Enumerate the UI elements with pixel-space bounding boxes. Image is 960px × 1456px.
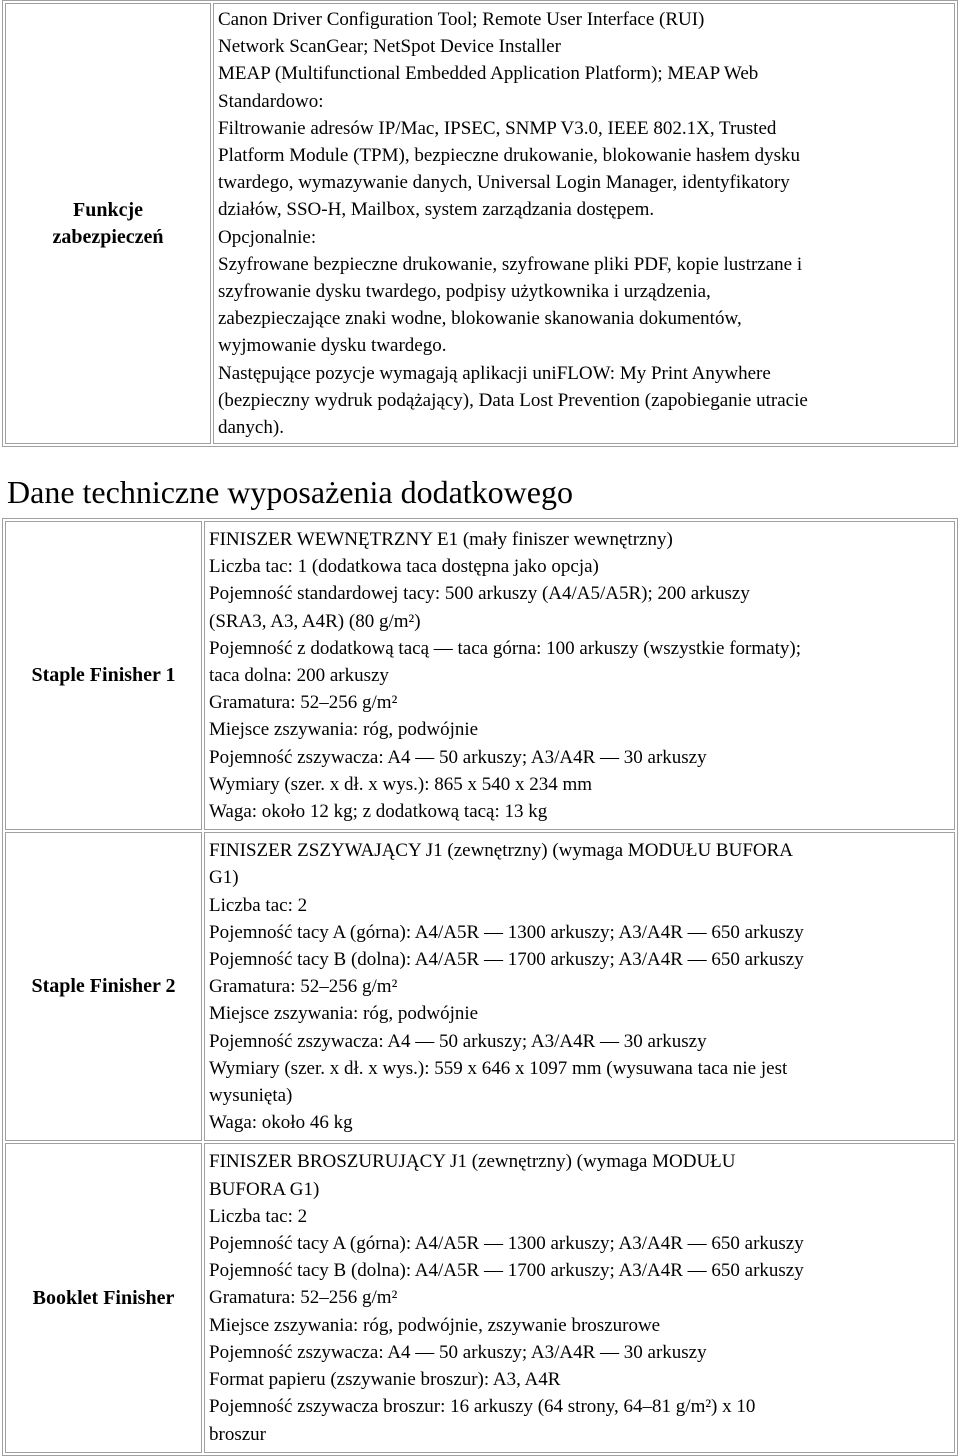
spec-line: Miejsce zszywania: róg, podwójnie [209,1003,479,1025]
security-value-cell [213,3,955,444]
accessories-table [2,518,958,1456]
spec-line: Pojemność tacy B (dolna): A4/A5R — 1700 arkuszy; A3/A4R — 650 arkuszy [209,949,804,971]
accessory-spec-cell [204,1143,955,1452]
security-row [5,3,955,444]
spec-line: Pojemność z dodatkową tacą — taca górna: 100 arkuszy (wszystkie formaty); [209,637,801,659]
security-line: Opcjonalnie: [218,226,317,248]
spec-line: Liczba tac: 1 (dodatkowa taca dostępna jako opcja) [209,556,599,578]
security-line: (bezpieczny wydruk podążający), Data Lost Prevention (zapobieganie utracie [218,389,808,411]
security-line: zabezpieczające znaki wodne, blokowanie skanowania dokumentów, [218,308,742,330]
security-line: szyfrowanie dysku twardego, podpisy użytkownika i urządzenia, [218,281,711,303]
spec-line: Waga: około 46 kg [209,1112,353,1134]
security-line: Platform Module (TPM), bezpieczne drukowanie, blokowanie hasłem dysku [218,145,800,167]
security-line: danych). [218,417,284,439]
spec-line: (SRA3, A3, A4R) (80 g/m²) [209,610,421,632]
accessory-spec-cell [204,521,955,830]
spec-line: Gramatura: 52–256 g/m² [209,692,398,714]
spec-line: Format papieru (zszywanie broszur): A3, A4R [209,1369,561,1391]
security-line: twardego, wymazywanie danych, Universal Login Manager, identyfikatory [218,172,790,194]
spec-line: FINISZER ZSZYWAJĄCY J1 (zewnętrzny) (wymaga MODUŁU BUFORA [209,840,794,862]
section-heading: Dane techniczne wyposażenia dodatkowego [7,474,573,510]
spec-line: taca dolna: 200 arkuszy [209,665,389,687]
security-label-line2: zabezpieczeń [52,225,164,248]
security-line: działów, SSO-H, Mailbox, system zarządzania dostępem. [218,199,655,221]
security-line: Następujące pozycje wymagają aplikacji uniFLOW: My Print Anywhere [218,362,771,384]
spec-line: Pojemność zszywacza: A4 — 50 arkuszy; A3/A4R — 30 arkuszy [209,746,707,768]
security-label-cell [5,3,211,444]
spec-line: Gramatura: 52–256 g/m² [209,976,398,998]
spec-line: Pojemność tacy A (górna): A4/A5R — 1300 arkuszy; A3/A4R — 650 arkuszy [209,1233,804,1255]
accessory-row [5,1143,955,1452]
accessory-row [5,521,955,830]
spec-line: Pojemność tacy A (górna): A4/A5R — 1300 arkuszy; A3/A4R — 650 arkuszy [209,921,804,943]
accessory-name-cell: Staple Finisher 1 [5,521,202,830]
spec-line: FINISZER WEWNĘTRZNY E1 (mały finiszer wewnętrzny) [209,529,673,550]
security-line: Filtrowanie adresów IP/Mac, IPSEC, SNMP V3.0, IEEE 802.1X, Trusted [218,117,777,139]
spec-line: Pojemność tacy B (dolna): A4/A5R — 1700 arkuszy; A3/A4R — 650 arkuszy [209,1260,804,1282]
spec-line: Waga: około 12 kg; z dodatkową tacą: 13 kg [209,801,548,823]
accessory-spec-cell [204,832,955,1141]
security-line: MEAP (Multifunctional Embedded Application Platform); MEAP Web [218,63,759,85]
spec-line: Pojemność standardowej tacy: 500 arkuszy (A4/A5/A5R); 200 arkuszy [209,583,750,605]
spec-line: Pojemność zszywacza: A4 — 50 arkuszy; A3/A4R — 30 arkuszy [209,1030,707,1052]
accessory-name-cell: Staple Finisher 2 [5,832,202,1141]
accessory-name-cell: Booklet Finisher [5,1143,202,1452]
spec-line: Liczba tac: 2 [209,894,308,916]
security-line: Szyfrowane bezpieczne drukowanie, szyfrowane pliki PDF, kopie lustrzane i [218,253,803,275]
spec-line: Pojemność zszywacza broszur: 16 arkuszy (64 strony, 64–81 g/m²) x 10 [209,1396,756,1418]
spec-line: Gramatura: 52–256 g/m² [209,1287,398,1309]
security-line: Canon Driver Configuration Tool; Remote User Interface (RUI) [218,9,705,30]
security-line: Network ScanGear; NetSpot Device Installer [218,36,561,58]
accessory-row [5,832,955,1141]
security-line: Standardowo: [218,90,324,112]
security-line: wyjmowanie dysku twardego. [218,335,447,357]
spec-line: G1) [209,867,239,889]
spec-line: Pojemność zszywacza: A4 — 50 arkuszy; A3/A4R — 30 arkuszy [209,1341,707,1363]
spec-line: Liczba tac: 2 [209,1205,308,1227]
spec-line: Miejsce zszywania: róg, podwójnie, zszywanie broszurowe [209,1314,661,1336]
spec-line: Wymiary (szer. x dł. x wys.): 865 x 540 x 234 mm [209,773,593,795]
spec-line: Miejsce zszywania: róg, podwójnie [209,719,479,741]
spec-line: BUFORA G1) [209,1178,320,1200]
spec-line: wysunięta) [209,1085,293,1107]
security-table [2,0,958,447]
spec-line: FINISZER BROSZURUJĄCY J1 (zewnętrzny) (wymaga MODUŁU [209,1151,736,1173]
spec-line: Wymiary (szer. x dł. x wys.): 559 x 646 x 1097 mm (wysuwana taca nie jest [209,1057,788,1079]
security-label-line1: Funkcje [73,198,143,221]
spec-line: broszur [209,1423,266,1445]
